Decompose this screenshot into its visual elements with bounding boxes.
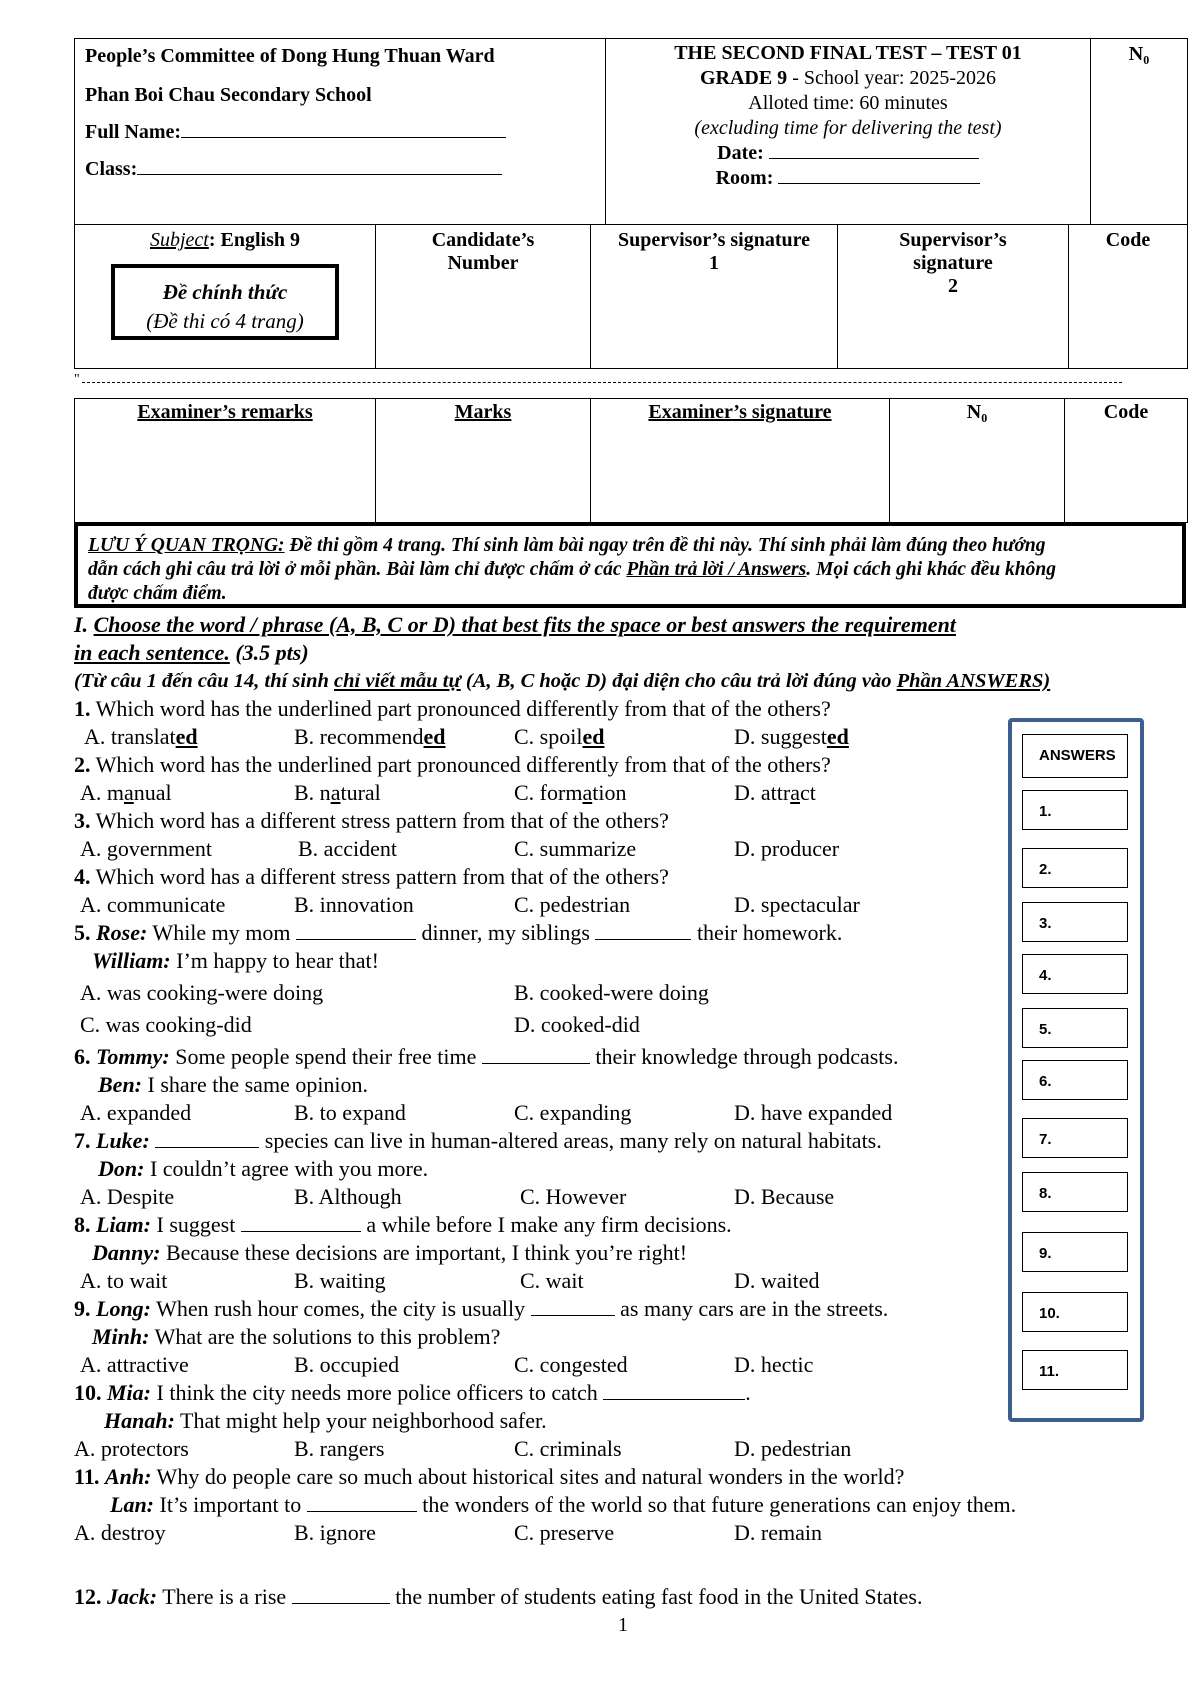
answer-box-6[interactable]: 6. bbox=[1022, 1060, 1128, 1100]
q5-option-c: C. was cooking-did bbox=[80, 1012, 252, 1037]
section-instruction bbox=[74, 668, 1050, 694]
q10-option-b: B. rangers bbox=[294, 1436, 385, 1461]
q6-speaker-1: Tommy: bbox=[90, 1044, 170, 1069]
q6-blank[interactable] bbox=[482, 1063, 590, 1064]
q2-option-b: B. natural bbox=[294, 780, 381, 805]
candidate-number-cell bbox=[376, 225, 591, 369]
q6-option-b: B. to expand bbox=[294, 1100, 406, 1125]
section-title-line-1 bbox=[74, 612, 956, 638]
q3-option-d: D. producer bbox=[734, 836, 840, 861]
q7-option-b: B. Although bbox=[294, 1184, 402, 1209]
room-label: Room: bbox=[715, 167, 774, 189]
q6-option-a: A. expanded bbox=[80, 1100, 192, 1125]
q8-blank[interactable] bbox=[241, 1231, 361, 1232]
q9-option-d: D. hectic bbox=[734, 1352, 814, 1377]
school-info-cell bbox=[75, 39, 606, 225]
q9-speaker-2: Minh: bbox=[92, 1324, 150, 1349]
q5-speaker-2: William: bbox=[92, 948, 171, 973]
q3-option-c: C. summarize bbox=[514, 836, 637, 861]
notice-text-2a: dẫn cách ghi câu trả lời ở mỗi phần. Bài làm chỉ được chấm ở các bbox=[88, 559, 627, 580]
allotted-time: Alloted time: 60 minutes bbox=[748, 92, 948, 114]
q7-option-d: D. Because bbox=[734, 1184, 835, 1209]
supervisor2-cell bbox=[838, 225, 1069, 369]
q7-speaker-2: Don: bbox=[98, 1156, 145, 1181]
q5-reply: William: I’m happy to hear that! bbox=[92, 948, 379, 973]
q9-option-b: B. occupied bbox=[294, 1352, 400, 1377]
subject-label: Subject bbox=[149, 229, 209, 251]
q11-option-a: A. destroy bbox=[74, 1520, 166, 1545]
supervisor2-number: 2 bbox=[948, 275, 958, 297]
answer-box-2[interactable]: 2. bbox=[1022, 848, 1128, 888]
date-field[interactable] bbox=[769, 158, 979, 159]
supervisor1-number: 1 bbox=[709, 252, 719, 274]
q7-reply: Don: I couldn’t agree with you more. bbox=[98, 1156, 429, 1181]
section-points: (3.5 pts) bbox=[229, 640, 309, 665]
q9-speaker-1: Long: bbox=[90, 1296, 151, 1321]
examiner-signature-cell bbox=[591, 399, 890, 523]
q3-option-a: A. government bbox=[80, 836, 212, 861]
instruction-a: (Từ câu 1 đến câu 14, thí sinh bbox=[74, 670, 335, 692]
question-7: 7. Luke: species can live in human-altered areas, many rely on natural habitats. bbox=[74, 1128, 882, 1153]
important-notice bbox=[74, 522, 1186, 608]
q4-option-d: D. spectacular bbox=[734, 892, 860, 917]
grade-label: GRADE 9 bbox=[699, 67, 788, 89]
q8-option-d: D. waited bbox=[734, 1268, 820, 1293]
section-title-line-2 bbox=[74, 640, 309, 666]
q11-option-c: C. preserve bbox=[514, 1520, 615, 1545]
q6-option-d: D. have expanded bbox=[734, 1100, 893, 1125]
supervisor2-label-2: signature bbox=[913, 252, 993, 274]
q12-speaker-1: Jack: bbox=[101, 1584, 158, 1609]
examiner-code-cell bbox=[1065, 399, 1188, 523]
q7-speaker-1: Luke: bbox=[90, 1128, 150, 1153]
q4-option-a: A. communicate bbox=[80, 892, 226, 917]
q8-speaker-2: Danny: bbox=[92, 1240, 161, 1265]
instruction-c: (A, B, C hoặc D) đại diện cho câu trả lời đúng vào bbox=[460, 670, 897, 692]
q8-reply: Danny: Because these decisions are important, I think you’re right! bbox=[92, 1240, 688, 1265]
q8-option-a: A. to wait bbox=[80, 1268, 168, 1293]
q8-option-b: B. waiting bbox=[294, 1268, 386, 1293]
supervisor1-cell bbox=[591, 225, 838, 369]
q6-speaker-2: Ben: bbox=[98, 1072, 142, 1097]
q4-number: 4. bbox=[74, 864, 91, 889]
question-8: 8. Liam: I suggest a while before I make any firm decisions. bbox=[74, 1212, 732, 1237]
supervisor2-label: Supervisor’s bbox=[899, 229, 1007, 251]
examiner-remarks-label: Examiner’s remarks bbox=[137, 401, 313, 423]
examiner-number-label: N₀ bbox=[966, 401, 988, 423]
q11-reply: Lan: It’s important to the wonders of the world so that future generations can enjoy them. bbox=[110, 1492, 1017, 1517]
room-field[interactable] bbox=[778, 183, 980, 184]
examiner-table bbox=[74, 398, 1188, 523]
question-2 bbox=[74, 752, 831, 778]
q8-option-c: C. wait bbox=[520, 1268, 584, 1293]
answer-box-8[interactable]: 8. bbox=[1022, 1172, 1128, 1212]
q10-reply: Hanah: That might help your neighborhood safer. bbox=[104, 1408, 547, 1433]
q2-number: 2. bbox=[74, 752, 91, 777]
notice-title: LƯU Ý QUAN TRỌNG: bbox=[88, 535, 285, 556]
notice-text-1: Đề thi gồm 4 trang. Thí sinh làm bài ngay trên đề thi này. Thí sinh phải làm đúng theo hướng bbox=[284, 535, 1046, 556]
q3-option-b: B. accident bbox=[298, 836, 397, 861]
full-name-label: Full Name: bbox=[85, 121, 182, 143]
answers-title: ANSWERS bbox=[1022, 734, 1128, 778]
class-row bbox=[85, 158, 595, 181]
answer-box-5[interactable]: 5. bbox=[1022, 1008, 1128, 1048]
q4-text: Which word has a different stress pattern from that of the others? bbox=[90, 864, 669, 889]
number-cell bbox=[1091, 39, 1188, 225]
question-12: 12. Jack: There is a rise the number of students eating fast food in the United States. bbox=[74, 1584, 923, 1609]
q10-blank[interactable] bbox=[603, 1399, 745, 1400]
question-4 bbox=[74, 864, 669, 890]
examiner-code-label: Code bbox=[1103, 401, 1149, 423]
number-label: N₀ bbox=[1128, 43, 1150, 65]
q5-blank-1[interactable] bbox=[296, 939, 416, 940]
date-label: Date: bbox=[717, 142, 764, 164]
examiner-remarks-cell bbox=[75, 399, 376, 523]
instruction-d: Phần ANSWERS) bbox=[896, 670, 1051, 692]
examiner-number-cell bbox=[890, 399, 1065, 523]
q6-reply: Ben: I share the same opinion. bbox=[98, 1072, 369, 1097]
notice-text-3: được chấm điểm. bbox=[88, 583, 227, 604]
q1-option-a: A. translated bbox=[84, 724, 198, 749]
q6-option-c: C. expanding bbox=[514, 1100, 632, 1125]
q2-option-a: A. manual bbox=[80, 780, 172, 805]
cut-line bbox=[82, 382, 1122, 383]
test-title: THE SECOND FINAL TEST – TEST 01 bbox=[674, 42, 1022, 64]
q10-option-a: A. protectors bbox=[74, 1436, 189, 1461]
full-name-row bbox=[85, 121, 595, 144]
class-label: Class: bbox=[85, 158, 138, 180]
test-info-cell bbox=[606, 39, 1091, 225]
q8-speaker-1: Liam: bbox=[90, 1212, 151, 1237]
date-row bbox=[610, 141, 1086, 166]
q4-option-c: C. pedestrian bbox=[514, 892, 631, 917]
q1-option-c: C. spoiled bbox=[514, 724, 605, 749]
q4-option-b: B. innovation bbox=[294, 892, 414, 917]
room-row bbox=[610, 166, 1086, 191]
notice-text-2c: . Mọi cách ghi khác đều không bbox=[806, 559, 1056, 580]
official-pages: (Đề thi có 4 trang) bbox=[146, 309, 304, 333]
q1-text: Which word has the underlined part pronounced differently from that of the others? bbox=[90, 696, 831, 721]
q7-option-a: A. Despite bbox=[80, 1184, 175, 1209]
q10-option-d: D. pedestrian bbox=[734, 1436, 852, 1461]
answer-box-1[interactable]: 1. bbox=[1022, 790, 1128, 830]
answer-box-11[interactable]: 11. bbox=[1022, 1350, 1128, 1390]
question-1 bbox=[74, 696, 831, 722]
subject-cell bbox=[75, 225, 376, 369]
marks-label: Marks bbox=[454, 401, 512, 423]
page-number: 1 bbox=[618, 1614, 628, 1636]
q2-option-d: D. attract bbox=[734, 780, 816, 805]
q9-reply: Minh: What are the solutions to this problem? bbox=[92, 1324, 501, 1349]
q11-option-b: B. ignore bbox=[294, 1520, 376, 1545]
official-title: Đề chính thức bbox=[162, 280, 288, 304]
q2-option-c: C. formation bbox=[514, 780, 627, 805]
question-10: 10. Mia: I think the city needs more police officers to catch . bbox=[74, 1380, 751, 1405]
q12-blank[interactable] bbox=[292, 1603, 390, 1604]
answer-box-10[interactable]: 10. bbox=[1022, 1292, 1128, 1332]
code-cell bbox=[1069, 225, 1188, 369]
committee-name: People’s Committee of Dong Hung Thuan Ward bbox=[85, 45, 495, 67]
answer-box-3[interactable]: 3. bbox=[1022, 902, 1128, 942]
subject-value: : English 9 bbox=[208, 229, 301, 251]
full-name-field[interactable] bbox=[181, 137, 506, 138]
candidate-number-label: Candidate’s Number bbox=[431, 229, 535, 274]
question-5: 5. Rose: While my mom dinner, my siblings their homework. bbox=[74, 920, 843, 945]
q5-speaker-1: Rose: bbox=[90, 920, 148, 945]
q1-option-b: B. recommended bbox=[294, 724, 446, 749]
q3-number: 3. bbox=[74, 808, 91, 833]
q10-option-c: C. criminals bbox=[514, 1436, 622, 1461]
q9-option-c: C. congested bbox=[514, 1352, 628, 1377]
class-field[interactable] bbox=[137, 174, 502, 175]
question-6: 6. Tommy: Some people spend their free time their knowledge through podcasts. bbox=[74, 1044, 899, 1069]
section-number: I. bbox=[74, 612, 94, 637]
school-name: Phan Boi Chau Secondary School bbox=[85, 84, 372, 106]
q7-blank[interactable] bbox=[155, 1147, 259, 1148]
answer-box-9[interactable]: 9. bbox=[1022, 1232, 1128, 1272]
q11-speaker-2: Lan: bbox=[110, 1492, 154, 1517]
question-3 bbox=[74, 808, 669, 834]
q11-blank[interactable] bbox=[307, 1511, 417, 1512]
q5-option-a: A. was cooking-were doing bbox=[80, 980, 324, 1005]
signature-table bbox=[74, 224, 1188, 369]
q5-option-d: D. cooked-did bbox=[514, 1012, 640, 1037]
q2-text: Which word has the underlined part pronounced differently from that of the others? bbox=[90, 752, 831, 777]
answer-box-7[interactable]: 7. bbox=[1022, 1118, 1128, 1158]
cut-mark: " bbox=[74, 372, 80, 387]
q10-speaker-2: Hanah: bbox=[104, 1408, 175, 1433]
q11-speaker-1: . Anh: bbox=[94, 1464, 152, 1489]
q10-speaker-1: Mia: bbox=[101, 1380, 151, 1405]
q7-option-c: C. However bbox=[520, 1184, 627, 1209]
notice-answers-link: Phần trả lời / Answers bbox=[626, 559, 807, 580]
question-11: 11. Anh: Why do people care so much about historical sites and natural wonders in the world? bbox=[74, 1464, 905, 1489]
q9-option-a: A. attractive bbox=[80, 1352, 189, 1377]
header-table bbox=[74, 38, 1188, 225]
q5-blank-2[interactable] bbox=[595, 939, 691, 940]
code-label: Code bbox=[1105, 229, 1151, 251]
answer-box-4[interactable]: 4. bbox=[1022, 954, 1128, 994]
supervisor1-label: Supervisor’s signature bbox=[617, 229, 811, 251]
marks-cell bbox=[376, 399, 591, 523]
q5-option-b: B. cooked-were doing bbox=[514, 980, 709, 1005]
official-box bbox=[111, 264, 339, 340]
question-9: 9. Long: When rush hour comes, the city is usually as many cars are in the streets. bbox=[74, 1296, 889, 1321]
section-title-1: Choose the word / phrase (A, B, C or D) that best fits the space or best answers the requirement bbox=[93, 612, 956, 637]
q3-text: Which word has a different stress pattern from that of the others? bbox=[90, 808, 669, 833]
excluding-note: (excluding time for delivering the test) bbox=[694, 117, 1002, 139]
q1-option-d: D. suggested bbox=[734, 724, 849, 749]
school-year: - School year: 2025-2026 bbox=[787, 67, 997, 89]
q1-number: 1. bbox=[74, 696, 91, 721]
section-title-2: in each sentence. bbox=[74, 640, 230, 665]
instruction-b: chỉ viết mẫu tự bbox=[334, 670, 461, 692]
q9-blank[interactable] bbox=[531, 1315, 615, 1316]
examiner-signature-label: Examiner’s signature bbox=[648, 401, 832, 423]
q11-option-d: D. remain bbox=[734, 1520, 822, 1545]
